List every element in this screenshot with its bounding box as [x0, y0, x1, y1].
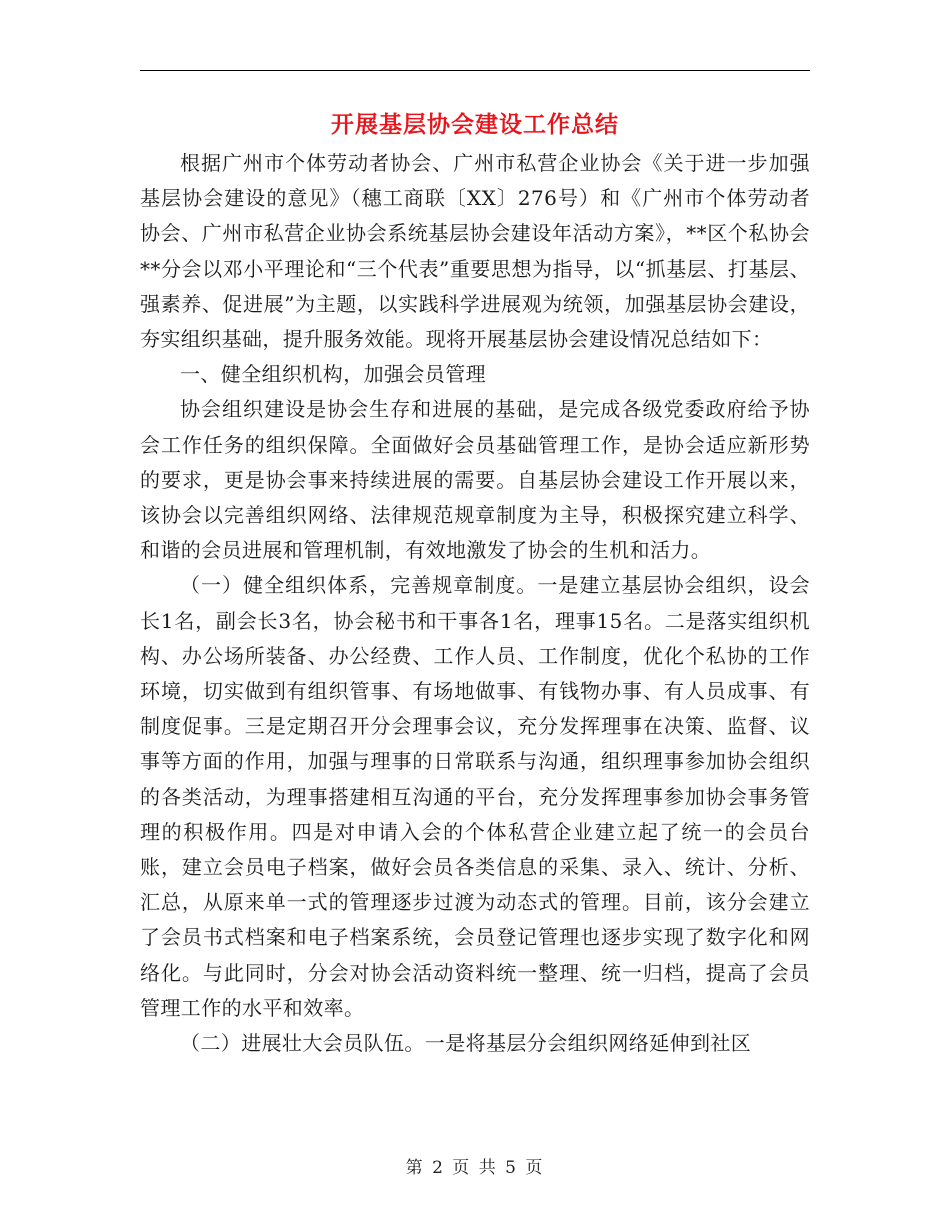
section-heading-1: 一、健全组织机构，加强会员管理	[180, 362, 486, 387]
paragraph-section-1: 协会组织建设是协会生存和进展的基础，是完成各级党委政府给予协会工作任务的组织保障。全面做好会员基础管理工作，是协会适应新形势的要求，更是协会事来持续进展的需要。自基层协会建设工作开展以来，该协会以完善组织网络、法律规范规章制度为主导，积极探究建立科学、和谐的会员进展和管理机制，有效地激发了协会的生机和活力。	[140, 397, 810, 563]
document-body	[140, 146, 810, 1061]
paragraph-subsection-1: （一）健全组织体系，完善规章制度。一是建立基层协会组织，设会长1名，副会长3名，协会秘书和干事各1名，理事15名。二是落实组织机构、办公场所装备、办公经费、工作人员、工作制度，优化个私协的工作环境，切实做到有组织管事、有场地做事、有钱物办事、有人员成事、有制度促事。三是定期召开分会理事会议，充分发挥理事在决策、监督、议事等方面的作用，加强与理事的日常联系与沟通，组织理事参加协会组织的各类活动，为理事搭建相互沟通的平台，充分发挥理事参加协会事务管理的积极作用。四是对申请入会的个体私营企业建立起了统一的会员台账，建立会员电子档案，做好会员各类信息的采集、录入、统计、分析、汇总，从原来单一式的管理逐步过渡为动态式的管理。目前，该分会建立了会员书式档案和电子档案系统，会员登记管理也逐步实现了数字化和网络化。与此同时，分会对协会活动资料统一整理、统一归档，提高了会员管理工作的水平和效率。	[140, 573, 810, 1020]
paragraph-intro: 根据广州市个体劳动者协会、广州市私营企业协会《关于进一步加强基层协会建设的意见》（穗工商联〔XX〕276号）和《广州市个体劳动者协会、广州市私营企业协会系统基层协会建设年活动方案》，**区个私协会**分会以邓小平理论和“三个代表”重要思想为指导，以“抓基层、打基层、强素养、促进展”为主题，以实践科学进展观为统领，加强基层协会建设，夯实组织基础，提升服务效能。现将开展基层协会建设情况总结如下：	[140, 151, 810, 352]
header-rule	[140, 70, 810, 71]
document-title: 开展基层协会建设工作总结	[331, 111, 619, 138]
paragraph-subsection-2: （二）进展壮大会员队伍。一是将基层分会组织网络延伸到社区	[180, 1031, 752, 1056]
page-number: 第 2 页 共 5 页	[405, 1158, 545, 1178]
